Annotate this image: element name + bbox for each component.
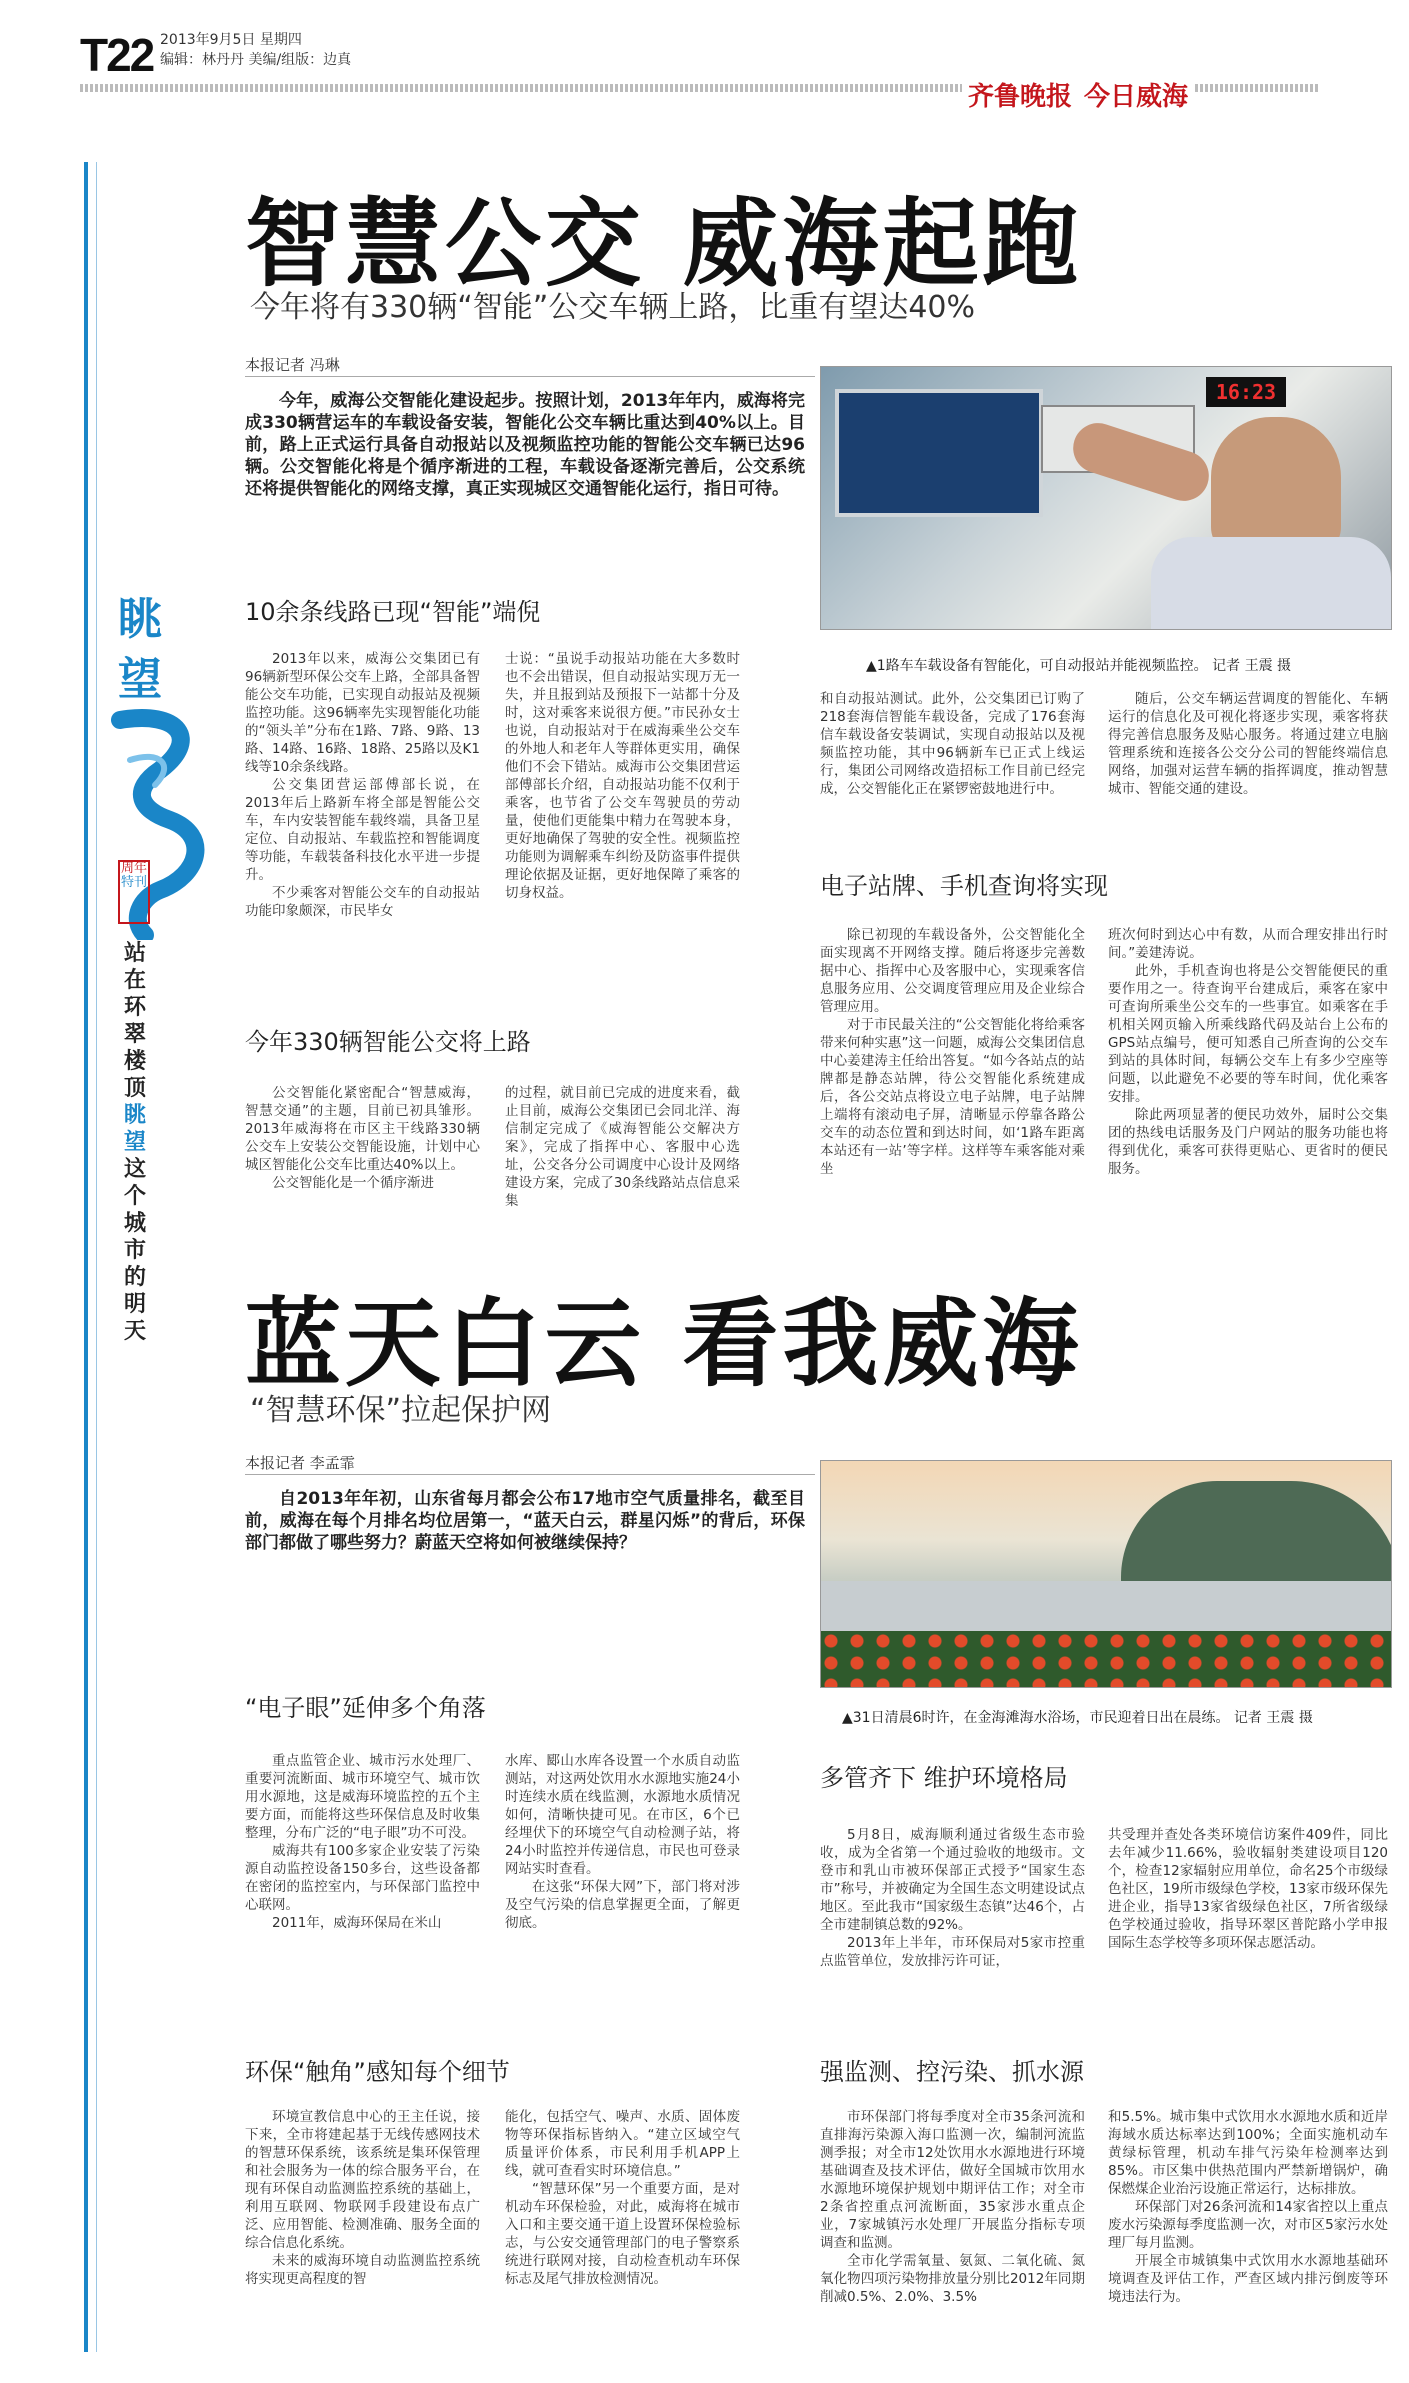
page-header xyxy=(0,0,1409,112)
article1-continuation-col1 xyxy=(820,690,1085,798)
article1-section2-col1 xyxy=(245,1084,480,1192)
article1-section3-title: 电子站牌、手机查询将实现 xyxy=(820,872,1108,900)
article2-lead: 自2013年年初，山东省每月都会公布17地市空气质量排名，截至目前，威海在每个月排名均位居第一，“蓝天白云，群星闪烁”的背后，环保部门都做了哪些努力？蔚蓝天空将如何被继续保持？ xyxy=(245,1489,805,1553)
paragraph: 此外，手机查询也将是公交智能便民的重要作用之一。待查询平台建成后，乘客在家中可查询所乘坐公交车的一些事宜。如乘客在手机相关网页输入所乘线路代码及站台上公布的GPS站点编号，便可知悉自己所查询的公交车到站的具体时间，每辆公交车上有多少空座等问题，以此避免不必要的等车时间，优化乘客安排。 xyxy=(1108,963,1388,1105)
article1-section3-col2 xyxy=(1108,926,1388,1178)
date-line: 2013年9月5日 星期四 xyxy=(160,32,302,48)
paragraph: 在这张“环保大网”下，部门将对涉及空气污染的信息掌握更全面，了解更彻底。 xyxy=(505,1879,740,1931)
article1-section3-col1 xyxy=(820,926,1085,1178)
article2-photo-morning-exercise xyxy=(820,1460,1392,1688)
paragraph: 2013年上半年，市环保局对5家市控重点监管单位，发放排污许可证， xyxy=(820,1935,1085,1969)
sidebar-thin-line xyxy=(96,162,97,2352)
article2-section2-col2 xyxy=(505,2108,740,2288)
page-number: T22 xyxy=(80,29,154,81)
section-name: 今日威海 xyxy=(1084,82,1189,112)
column-title: 眺望 xyxy=(118,594,162,705)
paragraph: 全市化学需氧量、氨氮、二氧化硫、氮氧化物四项污染物排放量分别比2012年同期削减0.5%、2.0%、3.5% xyxy=(820,2253,1085,2305)
paragraph: 除此两项显著的便民功效外，届时公交集团的热线电话服务及门户网站的服务功能也将得到优化，乘客可获得更贴心、更省时的便民服务。 xyxy=(1108,1107,1388,1177)
slogan-part-a: 站在环翠楼顶 xyxy=(124,941,147,1101)
paragraph: “智慧环保”另一个重要方面，是对机动车环保检验，对此，威海将在城市入口和主要交通干道上设置环保检验标志，与公安交通管理部门的电子警察系统进行联网对接，自动检查机动车环保标志及尾气排放检测情况。 xyxy=(505,2181,740,2287)
badge-line2: 特刊 xyxy=(120,875,147,890)
paragraph: 环保部门对26条河流和14家省控以上重点废水污染源每季度监测一次，对市区5家污水处理厂每月监测。 xyxy=(1108,2199,1388,2251)
paragraph: 对于市民最关注的“公交智能化将给乘客带来何种实惠”这一问题，威海公交集团信息中心姜建涛主任给出答复。“如今各站点的站牌都是静态站牌，待公交智能化系统建成后，各公交站点将设立电子站牌，电子站牌上端将有滚动电子屏，清晰显示停靠各路公交车的动态位置和到达时间，如‘1路车距离本站还有一站’等字样。这样等车乘客能对乘坐 xyxy=(820,1017,1085,1177)
issue-info xyxy=(160,30,351,70)
paper-brand xyxy=(962,76,1194,113)
article2-section1-col1 xyxy=(245,1752,480,1932)
paragraph: 公交智能化紧密配合“智慧威海，智慧交通”的主题，目前已初具雏形。2013年威海将在市区主干线路330辆公交车上安装公交智能设施，计划中心城区智能化公交车比重达40%以上。 xyxy=(245,1085,480,1173)
article1-continuation-col2 xyxy=(1108,690,1388,798)
paragraph: 不少乘客对智能公交车的自动报站功能印象颇深，市民毕女 xyxy=(245,885,480,919)
paragraph: 公交智能化是一个循序渐进 xyxy=(272,1175,434,1191)
paragraph: 水库、郾山水库各设置一个水质自动监测站，对这两处饮用水水源地实施24小时连续水质在线监测，水源地水质情况如何，清晰快捷可见。在市区，6个已经埋伏下的环境空气自动检测子站，将24小时监控并传递信息，市民也可登录网站实时查看。 xyxy=(505,1753,740,1877)
paragraph: 班次何时到达心中有数，从而合理安排出行时间。”姜建涛说。 xyxy=(1108,927,1388,961)
article2-section4-title: 强监测、控污染、抓水源 xyxy=(820,2058,1084,2086)
flower-bed xyxy=(821,1631,1391,1687)
article2-section2-title: 环保“触角”感知每个细节 xyxy=(245,2058,510,2086)
paragraph: 市环保部门将每季度对全市35条河流和直排海污染源入海口监测一次，编制河流监测季报；对全市12处饮用水水源地进行环境基础调查及技术评估，做好全国城市饮用水水源地环境保护规划中期评估工作；对全市2条省控重点河流断面，35家涉水重点企业，7家城镇污水处理厂开展监分指标专项调查和监测。 xyxy=(820,2109,1085,2251)
paragraph: 2011年，威海环保局在米山 xyxy=(272,1915,442,1931)
article2-section3-title: 多管齐下 维护环境格局 xyxy=(820,1764,1068,1792)
article1-byline: 本报记者 冯琳 xyxy=(245,356,340,374)
paragraph: 共受理并查处各类环境信访案件409件，同比去年减少11.66%，验收辐射类建设项目120个，检查12家辐射应用单位，命名25个市级绿色社区，19所市级绿色学校，13家市级环保先进企业，指导13家省级绿色社区，7所省级绿色学校通过验收，指导环翠区普陀路小学申报国际生态学校等多项环保志愿活动。 xyxy=(1108,1827,1388,1951)
article1-section1-col2 xyxy=(505,650,740,902)
paper-name: 齐鲁晚报 xyxy=(968,82,1073,112)
article2-section3-col2 xyxy=(1108,1826,1388,1952)
hillside xyxy=(1121,1481,1392,1591)
article2-section1-col2 xyxy=(505,1752,740,1932)
paragraph: 的过程，就目前已完成的进度来看，截止目前，威海公交集团已会同北洋、海信制定完成了《威海智能公交解决方案》，完成了指挥中心、客服中心选址，公交各分公司调度中心设计及网络建设方案，完成了30条线路站点信息采集 xyxy=(505,1085,740,1209)
article2-section3-col1 xyxy=(820,1826,1085,1970)
paragraph: 能化，包括空气、噪声、水质、固体废物等环保指标皆纳入。“建立区域空气质量评价体系，市民利用手机APP上线，就可查看实时环境信息。” xyxy=(505,2109,740,2179)
paragraph: 除已初现的车载设备外，公交智能化全面实现离不开网络支撑。随后将逐步完善数据中心、指挥中心及客服中心，实现乘客信息服务应用、公交调度管理应用及企业综合管理应用。 xyxy=(820,927,1085,1015)
paragraph: 未来的威海环境自动监测监控系统将实现更高程度的智 xyxy=(245,2253,480,2287)
article1-headline: 智慧公交 威海起跑 xyxy=(245,188,1083,300)
paragraph: 2013年以来，威海公交集团已有96辆新型环保公交车上路，全部具备智能公交车功能，已实现自动报站及视频监控功能。这96辆率先实现智能化功能的“领头羊”分布在1路、7路、9路、13路、14路、16路、18路、25路以及K1线等10余条线路。 xyxy=(245,651,480,775)
paragraph: 士说：“虽说手动报站功能在大多数时也不会出错误，但自动报站实现万无一失，并且报到站及预报下一站都十分及时，这对乘客来说很方便。”市民孙女士也说，自动报站对于在威海乘坐公交车的外地人和老年人等群体更实用，确保他们不会下错站。威海市公交集团营运部傅部长介绍，自动报站功能不仅利于乘客，也节省了公交车驾驶员的劳动量，使他们更能集中精力在驾驶本身，更好地确保了驾驶的安全性。视频监控功能则为调解乘车纠纷及防盗事件提供理论依据及证据，更好地保障了乘客的切身权益。 xyxy=(505,651,740,901)
article2-headline: 蓝天白云 看我威海 xyxy=(245,1288,1083,1400)
article2-section2-col1 xyxy=(245,2108,480,2288)
badge-line1: 周年 xyxy=(120,861,147,876)
device-clock-display: 16:23 xyxy=(1206,377,1286,407)
paragraph: 5月8日，威海顺利通过省级生态市验收，成为全省第一个通过验收的地级市。文登市和乳山市被环保部正式授予“国家生态市”称号，并被确定为全国生态文明建设试点地区。至此我市“国家级生态镇”达46个，占全市建制镇总数的92%。 xyxy=(820,1827,1085,1933)
article2-byline-rule xyxy=(245,1474,815,1475)
article1-byline-rule xyxy=(245,376,815,377)
driver-shirt xyxy=(1151,537,1391,630)
paragraph: 重点监管企业、城市污水处理厂、重要河流断面、城市环境空气、城市饮用水源地，这是威海环境监控的五个主要方面，而能将这些环保信息及时收集整理，分布广泛的“电子眼”功不可没。 xyxy=(245,1753,480,1841)
sidebar-accent-line xyxy=(84,162,88,2352)
article1-section2-title: 今年330辆智能公交将上路 xyxy=(245,1028,531,1056)
sidebar-slogan xyxy=(124,940,152,1345)
paragraph: 环境宣教信息中心的王主任说，接下来，全市将建起基于无线传感网技术的智慧环保系统，该系统是集环保管理和社会服务为一体的综合服务平台，在现有环保自动监测监控系统的基础上，利用互联网、物联网手段建设布点广泛、应用智能、检测准确、服务全面的综合信息化系统。 xyxy=(245,2109,480,2251)
article2-section4-col1 xyxy=(820,2108,1085,2306)
article2-photo-caption: ▲31日清晨6时许，在金海滩海水浴场，市民迎着日出在晨练。 记者 王震 摄 xyxy=(842,1710,1313,1726)
editors-line: 编辑：林丹丹 美编/组版：边真 xyxy=(160,52,352,68)
paragraph: 随后，公交车辆运营调度的智能化、车辆运行的信息化及可视化将逐步实现，乘客将获得完善信息服务及贴心服务。将通过建立电脑管理系统和连接各公交分公司的智能终端信息网络，加强对运营车辆的指挥调度，推动智慧城市、智能交通的建设。 xyxy=(1108,691,1388,797)
article1-subhead: 今年将有330辆“智能”公交车辆上路，比重有望达40% xyxy=(250,290,976,325)
article1-section1-title: 10余条线路已现“智能”端倪 xyxy=(245,598,541,626)
article1-lead: 今年，威海公交智能化建设起步。按照计划，2013年年内，威海将完成330辆营运车的车载设备安装，智能化公交车辆比重达到40%以上。目前，路上正式运行具备自动报站以及视频监控功能的智能公交车辆已达96辆。公交智能化将是个循序渐进的工程，车载设备逐渐完善后，公交系统还将提供智能化的网络支撑，真正实现城区交通智能化运行，指日可待。 xyxy=(245,391,805,499)
article1-section2-col2 xyxy=(505,1084,740,1210)
special-issue-badge xyxy=(118,860,150,924)
paragraph: 开展全市城镇集中式饮用水水源地基础环境调查及评估工作，严查区域内排污倒废等环境违法行为。 xyxy=(1108,2253,1388,2305)
slogan-part-b: 眺望 xyxy=(124,1103,147,1155)
paragraph: 公交集团营运部傅部长说，在2013年后上路新车将全部是智能公交车，车内安装智能车载终端，具备卫星定位、自动报站、车载监控和智能调度等功能，车载装备科技化水平进一步提升。 xyxy=(245,777,480,883)
article2-subhead: “智慧环保”拉起保护网 xyxy=(250,1393,552,1428)
article1-section1-col1 xyxy=(245,650,480,920)
device-screen xyxy=(835,389,1043,517)
slogan-part-c: 这个城市的明天 xyxy=(124,1157,147,1344)
paragraph: 和5.5%。城市集中式饮用水水源地水质和近岸海域水质达标率达到100%；全面实施机动车黄绿标管理，机动车排气污染年检测率达到85%。市区集中供热范围内严禁新增锅炉，确保燃煤企业治污设施正常运行，达标排放。 xyxy=(1108,2109,1388,2197)
article1-photo-caption: ▲1路车车载设备有智能化，可自动报站并能视频监控。 记者 王震 摄 xyxy=(866,658,1292,674)
paragraph: 和自动报站测试。此外，公交集团已订购了218套海信智能车载设备，完成了176套海信车载设备安装调试，实现自动报站以及视频监控功能，其中96辆新车已正式上线运行，集团公司网络改造招标工作目前已经完成，公交智能化正在紧锣密鼓地进行中。 xyxy=(820,691,1085,797)
article2-byline: 本报记者 李孟霏 xyxy=(245,1454,355,1472)
article2-section4-col2 xyxy=(1108,2108,1388,2306)
article1-photo-bus-device xyxy=(820,366,1392,630)
paragraph: 威海共有100多家企业安装了污染源自动监控设备150多台，这些设备都在密闭的监控室内，与环保部门监控中心联网。 xyxy=(245,1843,480,1913)
driver-face xyxy=(1211,417,1341,557)
article2-section1-title: “电子眼”延伸多个角落 xyxy=(245,1694,486,1722)
